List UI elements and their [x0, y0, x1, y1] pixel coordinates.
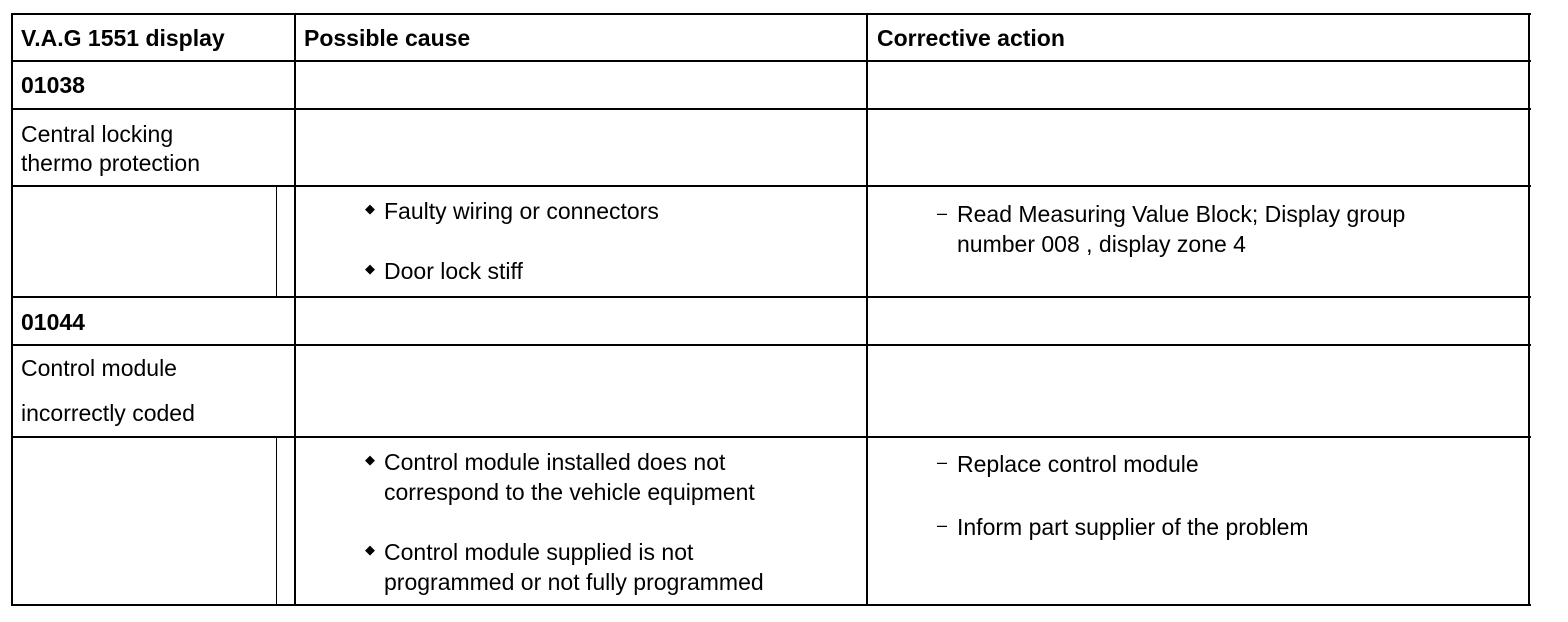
- row-divider: [11, 436, 1531, 438]
- table-border-left: [11, 13, 13, 606]
- cause-line: correspond to the vehicle equipment: [384, 479, 755, 505]
- table-border-top: [11, 13, 1531, 15]
- fault-description-line: thermo protection: [21, 150, 200, 176]
- header-possible-cause: Possible cause: [304, 25, 471, 51]
- fault-description-line: Control module: [21, 355, 177, 381]
- fault-description-line: Central locking: [21, 121, 174, 147]
- column-divider: [294, 13, 296, 606]
- cause-line: programmed or not fully programmed: [384, 569, 764, 595]
- column-divider: [866, 13, 868, 606]
- cause-line: Control module supplied is not: [384, 539, 694, 565]
- bullet-icon: ◆: [365, 452, 375, 467]
- header-corrective-action: Corrective action: [877, 25, 1065, 51]
- fault-code: 01038: [21, 72, 85, 98]
- bullet-icon: ◆: [365, 261, 375, 276]
- indent-divider: [276, 437, 277, 606]
- row-divider: [11, 185, 1531, 187]
- row-divider: [11, 60, 1531, 62]
- bullet-icon: ◆: [365, 201, 375, 216]
- action-line: Inform part supplier of the problem: [957, 514, 1309, 540]
- table-border-bottom: [11, 604, 1531, 606]
- table-border-right: [1528, 13, 1530, 606]
- action-line: Read Measuring Value Block; Display group: [957, 201, 1406, 227]
- cause-line: Faulty wiring or connectors: [384, 198, 659, 224]
- bullet-icon: ◆: [365, 542, 375, 557]
- row-divider: [11, 108, 1531, 110]
- fault-description-line: incorrectly coded: [21, 400, 195, 426]
- row-divider: [11, 344, 1531, 346]
- fault-code: 01044: [21, 309, 85, 335]
- dash-icon: –: [937, 515, 948, 535]
- action-line: number 008 , display zone 4: [957, 231, 1246, 257]
- dash-icon: –: [937, 203, 948, 223]
- action-line: Replace control module: [957, 451, 1199, 477]
- header-display: V.A.G 1551 display: [21, 25, 225, 51]
- row-divider: [11, 296, 1531, 298]
- dash-icon: –: [937, 452, 948, 472]
- cause-line: Door lock stiff: [384, 258, 523, 284]
- cause-line: Control module installed does not: [384, 449, 726, 475]
- indent-divider: [276, 186, 277, 297]
